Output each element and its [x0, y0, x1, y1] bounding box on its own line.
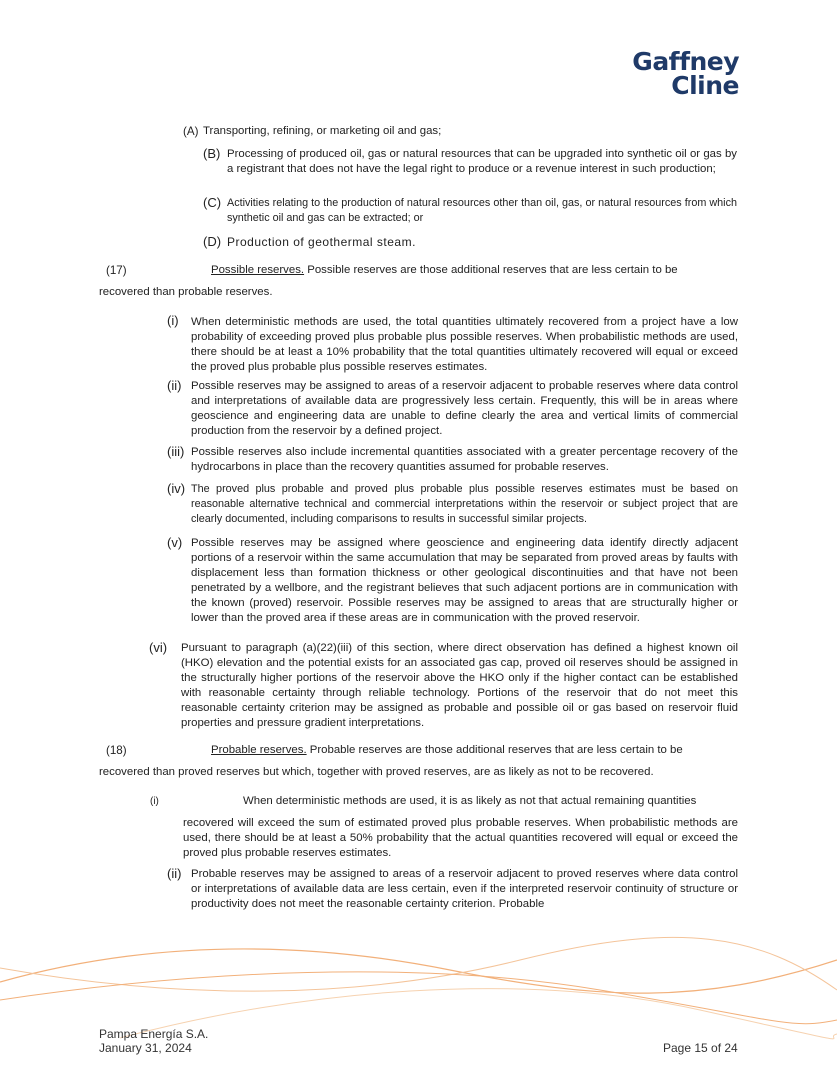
s17-item-i-text: When deterministic methods are used, the total quantities ultimately recovered from a project have a low probability of exceeding proved plus probable plus possible reserves. When probabilistic methods are used, there should be at least a 10% probability that the total quantities ultimately recovered will equal or exceed the proved plus probable plus possible reserves estimates.: [191, 316, 738, 373]
wave-line-1: [0, 949, 837, 993]
section-17-line-1: Possible reserves are those additional reserves that are less certain to be: [307, 264, 678, 276]
s17-item-vi-label: (vi): [149, 640, 168, 655]
list-d-text: Production of geothermal steam.: [227, 235, 416, 249]
s17-item-v-label: (v): [167, 535, 183, 550]
section-18-line-2: recovered than proved reserves but which, together with proved reserves, are as likely as not to be recovered.: [99, 766, 654, 778]
s17-item-ii-text: Possible reserves may be assigned to areas of a reservoir adjacent to probable reserves where data control and interpretations of available data are progressively less certain. Frequently, this will be in areas where geoscience and engineering data are unable to define clearly the area and vertical limits of commercial production from the reservoir by a defined project.: [191, 380, 738, 437]
s17-item-iii-text: Possible reserves also include incremental quantities associated with a greater percentage recovery of the hydrocarbons in place than the recovery quantities assumed for probable reserves.: [191, 446, 738, 473]
section-18-heading: [211, 743, 741, 758]
section-17-heading: [211, 263, 741, 278]
s17-item-iii-label: (iii): [167, 444, 185, 459]
list-c-label: (C): [203, 195, 222, 210]
wave-line-4: [120, 989, 837, 1039]
list-b-label: (B): [203, 146, 221, 161]
s17-item-iv-label: (iv): [167, 481, 186, 496]
footer-date: January 31, 2024: [99, 1041, 192, 1055]
s17-item-i-label: (i): [167, 313, 179, 328]
decorative-waves: [0, 930, 837, 1040]
gaffney-cline-logo: [632, 47, 739, 100]
s17-item-ii-label: (ii): [167, 378, 182, 393]
section-18-line-1: Probable reserves are those additional reserves that are less certain to be: [309, 744, 683, 756]
logo-line-1: Gaffney: [632, 47, 739, 76]
probable-reserves-term: Probable reserves.: [211, 744, 307, 756]
list-d-label: (D): [203, 234, 222, 249]
footer-page-number: Page 15 of 24: [663, 1041, 738, 1055]
s18-item-i-first-line: When deterministic methods are used, it is as likely as not that actual remaining quantities: [243, 795, 697, 807]
s17-item-vi-text: Pursuant to paragraph (a)(22)(iii) of this section, where direct observation has defined a highest known oil (HKO) elevation and the potential exists for an associated gas cap, proved oil reserves should be assigned in the structurally higher portions of the reservoir above the HKO only if the higher contact can be established with reasonable certainty through reliable technology. Portions of the reservoir that do not meet this reasonable certainty criterion may be assigned as probable and possible oil or gas based on reservoir fluid properties and pressure gradient interpretations.: [181, 642, 738, 729]
s18-item-i-label: (i): [150, 796, 159, 807]
list-a-text: Transporting, refining, or marketing oil and gas;: [203, 125, 442, 137]
section-18-number: (18): [106, 744, 127, 757]
possible-reserves-term: Possible reserves.: [211, 264, 305, 276]
list-c-text: Activities relating to the production of natural resources other than oil, gas, or natural resources from which synthetic oil and gas can be extracted; or: [227, 197, 737, 224]
list-b-text: Processing of produced oil, gas or natural resources that can be upgraded into synthetic oil or gas by a registrant that does not have the legal right to produce or a revenue interest in such production;: [227, 148, 737, 175]
footer-company: Pampa Energía S.A.: [99, 1027, 209, 1041]
section-17-number: (17): [106, 264, 127, 277]
s18-item-ii-text: Probable reserves may be assigned to areas of a reservoir adjacent to proved reserves where data control or interpretations of available data are less certain, even if the interpreted reservoir continuity of structure or productivity does not meet the reasonable certainty criterion. Probable: [191, 868, 738, 910]
list-a-label: (A): [183, 125, 199, 138]
s18-item-i-text: recovered will exceed the sum of estimated proved plus probable reserves. When probabilistic methods are used, there should be at least a 50% probability that the actual quantities recovered will equal or exceed the proved plus probable reserves estimates.: [183, 817, 738, 859]
section-17-line-2: recovered than probable reserves.: [99, 286, 273, 298]
s17-item-iv-text: The proved plus probable and proved plus probable plus possible reserves estimates must be based on reasonable alternative technical and commercial interpretations within the reservoir or subject project that are clearly documented, including comparisons to results in successful similar projects.: [191, 483, 738, 525]
logo-line-2: Cline: [671, 71, 739, 100]
s18-item-ii-label: (ii): [167, 866, 182, 881]
s17-item-v-text: Possible reserves may be assigned where geoscience and engineering data identify directly adjacent portions of a reservoir within the same accumulation that may be separated from proved areas by faults with displacement less than formation thickness or other geological discontinuities and that have not been penetrated by a wellbore, and the registrant believes that such adjacent portions are in communication with the known (proved) reservoir. Possible reserves may be assigned to areas that are structurally higher or lower than the proved area if these areas are in communication with the proved reservoir.: [191, 537, 738, 624]
